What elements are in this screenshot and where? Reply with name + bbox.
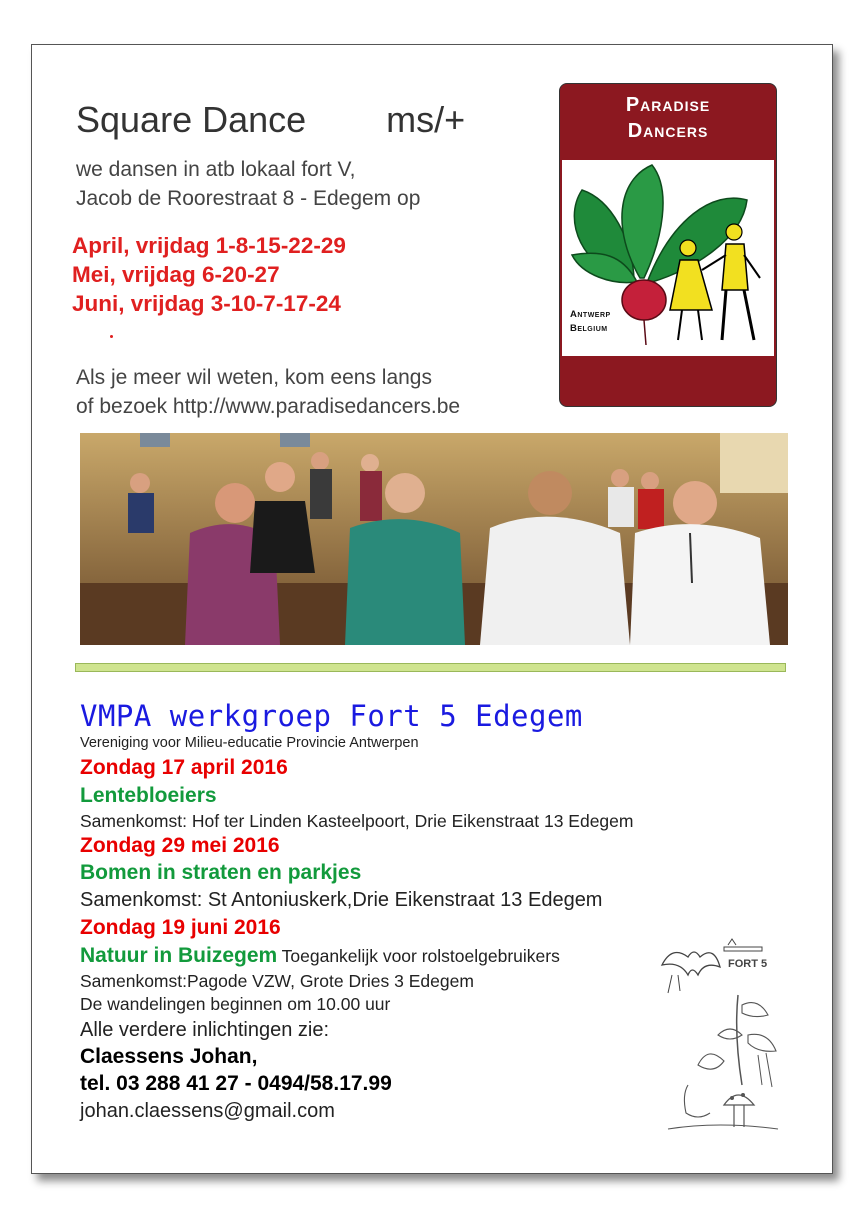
vmpa-nature-illustration [658, 935, 788, 1135]
level-text: ms/+ [386, 99, 466, 140]
event-3-date: Zondag 19 juni 2016 [80, 916, 281, 939]
more-info-line-1: Als je meer wil weten, kom eens langs [76, 366, 432, 389]
logo-location [570, 308, 611, 336]
event-2-date: Zondag 29 mei 2016 [80, 834, 280, 857]
venue-info [76, 155, 420, 213]
event-3-heading [80, 944, 560, 968]
red-dot [110, 335, 113, 338]
logo-location-line-1: Antwerp [570, 309, 611, 320]
square-dance-title [76, 99, 465, 141]
event-2-name: Bomen in straten en parkjes [80, 861, 362, 884]
event-3-note: Toegankelijk voor rolstoelgebruikers [281, 946, 560, 966]
paradise-dancers-logo [559, 83, 777, 407]
event-1-date: Zondag 17 april 2016 [80, 756, 288, 779]
event-3-name: Natuur in Buizegem [80, 944, 278, 967]
fort5-logo-text: FORT 5 [728, 958, 768, 970]
info-intro: Alle verdere inlichtingen zie: [80, 1019, 330, 1041]
flyer-page [31, 44, 833, 1174]
bat-bird-mushroom-icon [658, 935, 788, 1135]
dance-date-mei: Mei, vrijdag 6-20-27 [72, 262, 280, 287]
event-1-name: Lentebloeiers [80, 784, 217, 807]
vmpa-subheading: Vereniging voor Milieu-educatie Provincie Antwerpen [80, 735, 419, 751]
contact-email[interactable]: johan.claessens@gmail.com [80, 1100, 335, 1122]
event-2-place: Samenkomst: St Antoniuskerk,Drie Eikenstraat 13 Edegem [80, 889, 603, 911]
venue-line-2: Jacob de Roorestraat 8 - Edegem op [76, 187, 421, 210]
event-3-place: Samenkomst:Pagode VZW, Grote Dries 3 Edegem [80, 971, 474, 991]
dance-date-juni: Juni, vrijdag 3-10-7-17-24 [72, 291, 341, 316]
dance-photo [80, 433, 788, 645]
website-link[interactable]: of bezoek http://www.paradisedancers.be [76, 395, 461, 418]
dancers-photo-image [80, 433, 788, 645]
logo-panel [562, 160, 774, 356]
logo-title-line-1: Paradise [625, 94, 711, 116]
venue-line-1: we dansen in atb lokaal fort V, [76, 158, 356, 181]
contact-name: Claessens Johan, [80, 1045, 258, 1068]
title-text: Square Dance [76, 99, 307, 140]
divider-bar [75, 663, 786, 672]
vmpa-heading: VMPA werkgroep Fort 5 Edegem [80, 699, 583, 733]
dance-dates [72, 231, 346, 318]
logo-title-line-2: Dancers [627, 120, 709, 142]
dance-date-april: April, vrijdag 1-8-15-22-29 [72, 233, 346, 258]
start-time: De wandelingen beginnen om 10.00 uur [80, 994, 391, 1014]
more-info [76, 363, 460, 421]
event-1-place: Samenkomst: Hof ter Linden Kasteelpoort, Drie Eikenstraat 13 Edegem [80, 811, 634, 831]
contact-phone: tel. 03 288 41 27 - 0494/58.17.99 [80, 1072, 392, 1095]
logo-location-line-2: Belgium [570, 323, 608, 334]
logo-title [560, 92, 776, 144]
